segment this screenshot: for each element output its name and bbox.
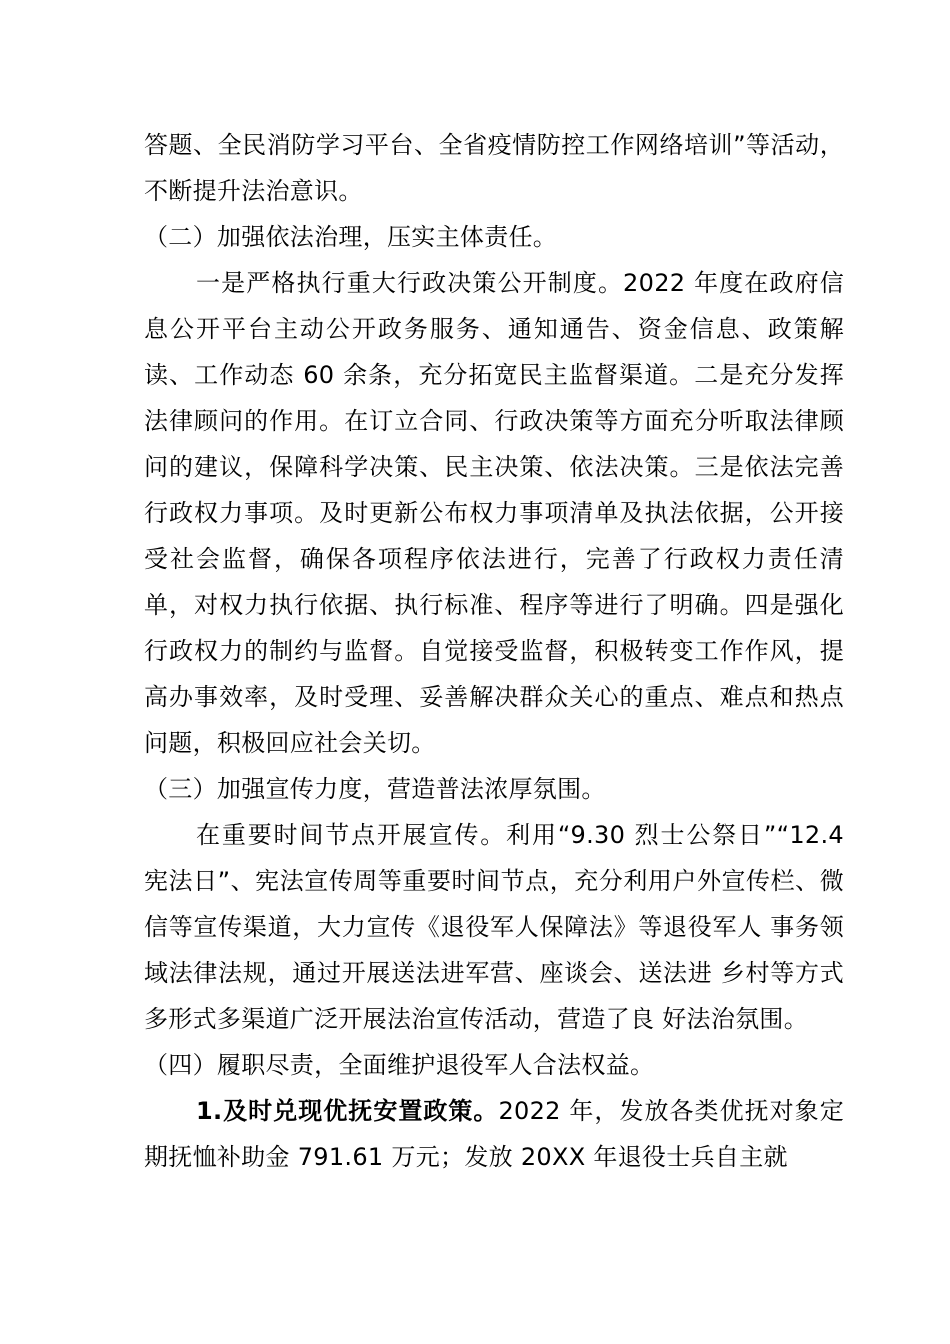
paragraph-publicity: 在重要时间节点开展宣传。利用“9.30 烈士公祭日”“12.4 宪法日”、宪法宣传周等重要时间节点，充分利用户外宣传栏、微信等宣传渠道，大力宣传《退役军人保障法》等退役军人 事务领域法律法规，通过开展送法进军营、座谈会、送法进 乡村等方式多形式多渠道广泛开展法治宣传活动，营造了良 好法治氛围。 — [144, 821, 844, 1033]
paragraph-governance: 一是严格执行重大行政决策公开制度。2022 年度在政府信息公开平台主动公开政务服务、通知通告、资金信息、政策解读、工作动态 60 余条，充分拓宽民主监督渠道。二是充分发挥法律顾问的作用。在订立合同、行政决策等方面充分听取法律顾问的建议，保障科学决策、民主决策、依法决策。三是依法完善行政权力事项。及时更新公布权力事项清单及执法依据，公开接受社会监督，确保各项程序依法进行，完善了行政权力责任清单，对权力执行依据、执行标准、程序等进行了明确。四是强化行政权力的制约与监督。自觉接受监督，积极转变工作作风，提高办事效率，及时受理、妥善解决群众关心的重点、难点和热点问题，积极回应社会关切。 — [144, 269, 844, 757]
paragraph-continuation: 答题、全民消防学习平台、全省疫情防控工作网络培训”等活动，不断提升法治意识。 — [144, 131, 844, 205]
subsection-text: 2022 年，发放各类优抚对象定期抚恤补助金 791.61 万元；发放 20XX 年退役士兵自主就 — [144, 1097, 844, 1171]
paragraph-policy — [144, 1088, 844, 1180]
document-body — [144, 122, 844, 1180]
section-heading-2: （二）加强依法治理，压实主体责任。 — [144, 223, 558, 251]
section-heading-3: （三）加强宣传力度，营造普法浓厚氛围。 — [144, 775, 606, 803]
section-heading-4: （四）履职尽责，全面维护退役军人合法权益。 — [144, 1051, 655, 1079]
subsection-title: 1.及时兑现优抚安置政策。 — [196, 1097, 499, 1125]
